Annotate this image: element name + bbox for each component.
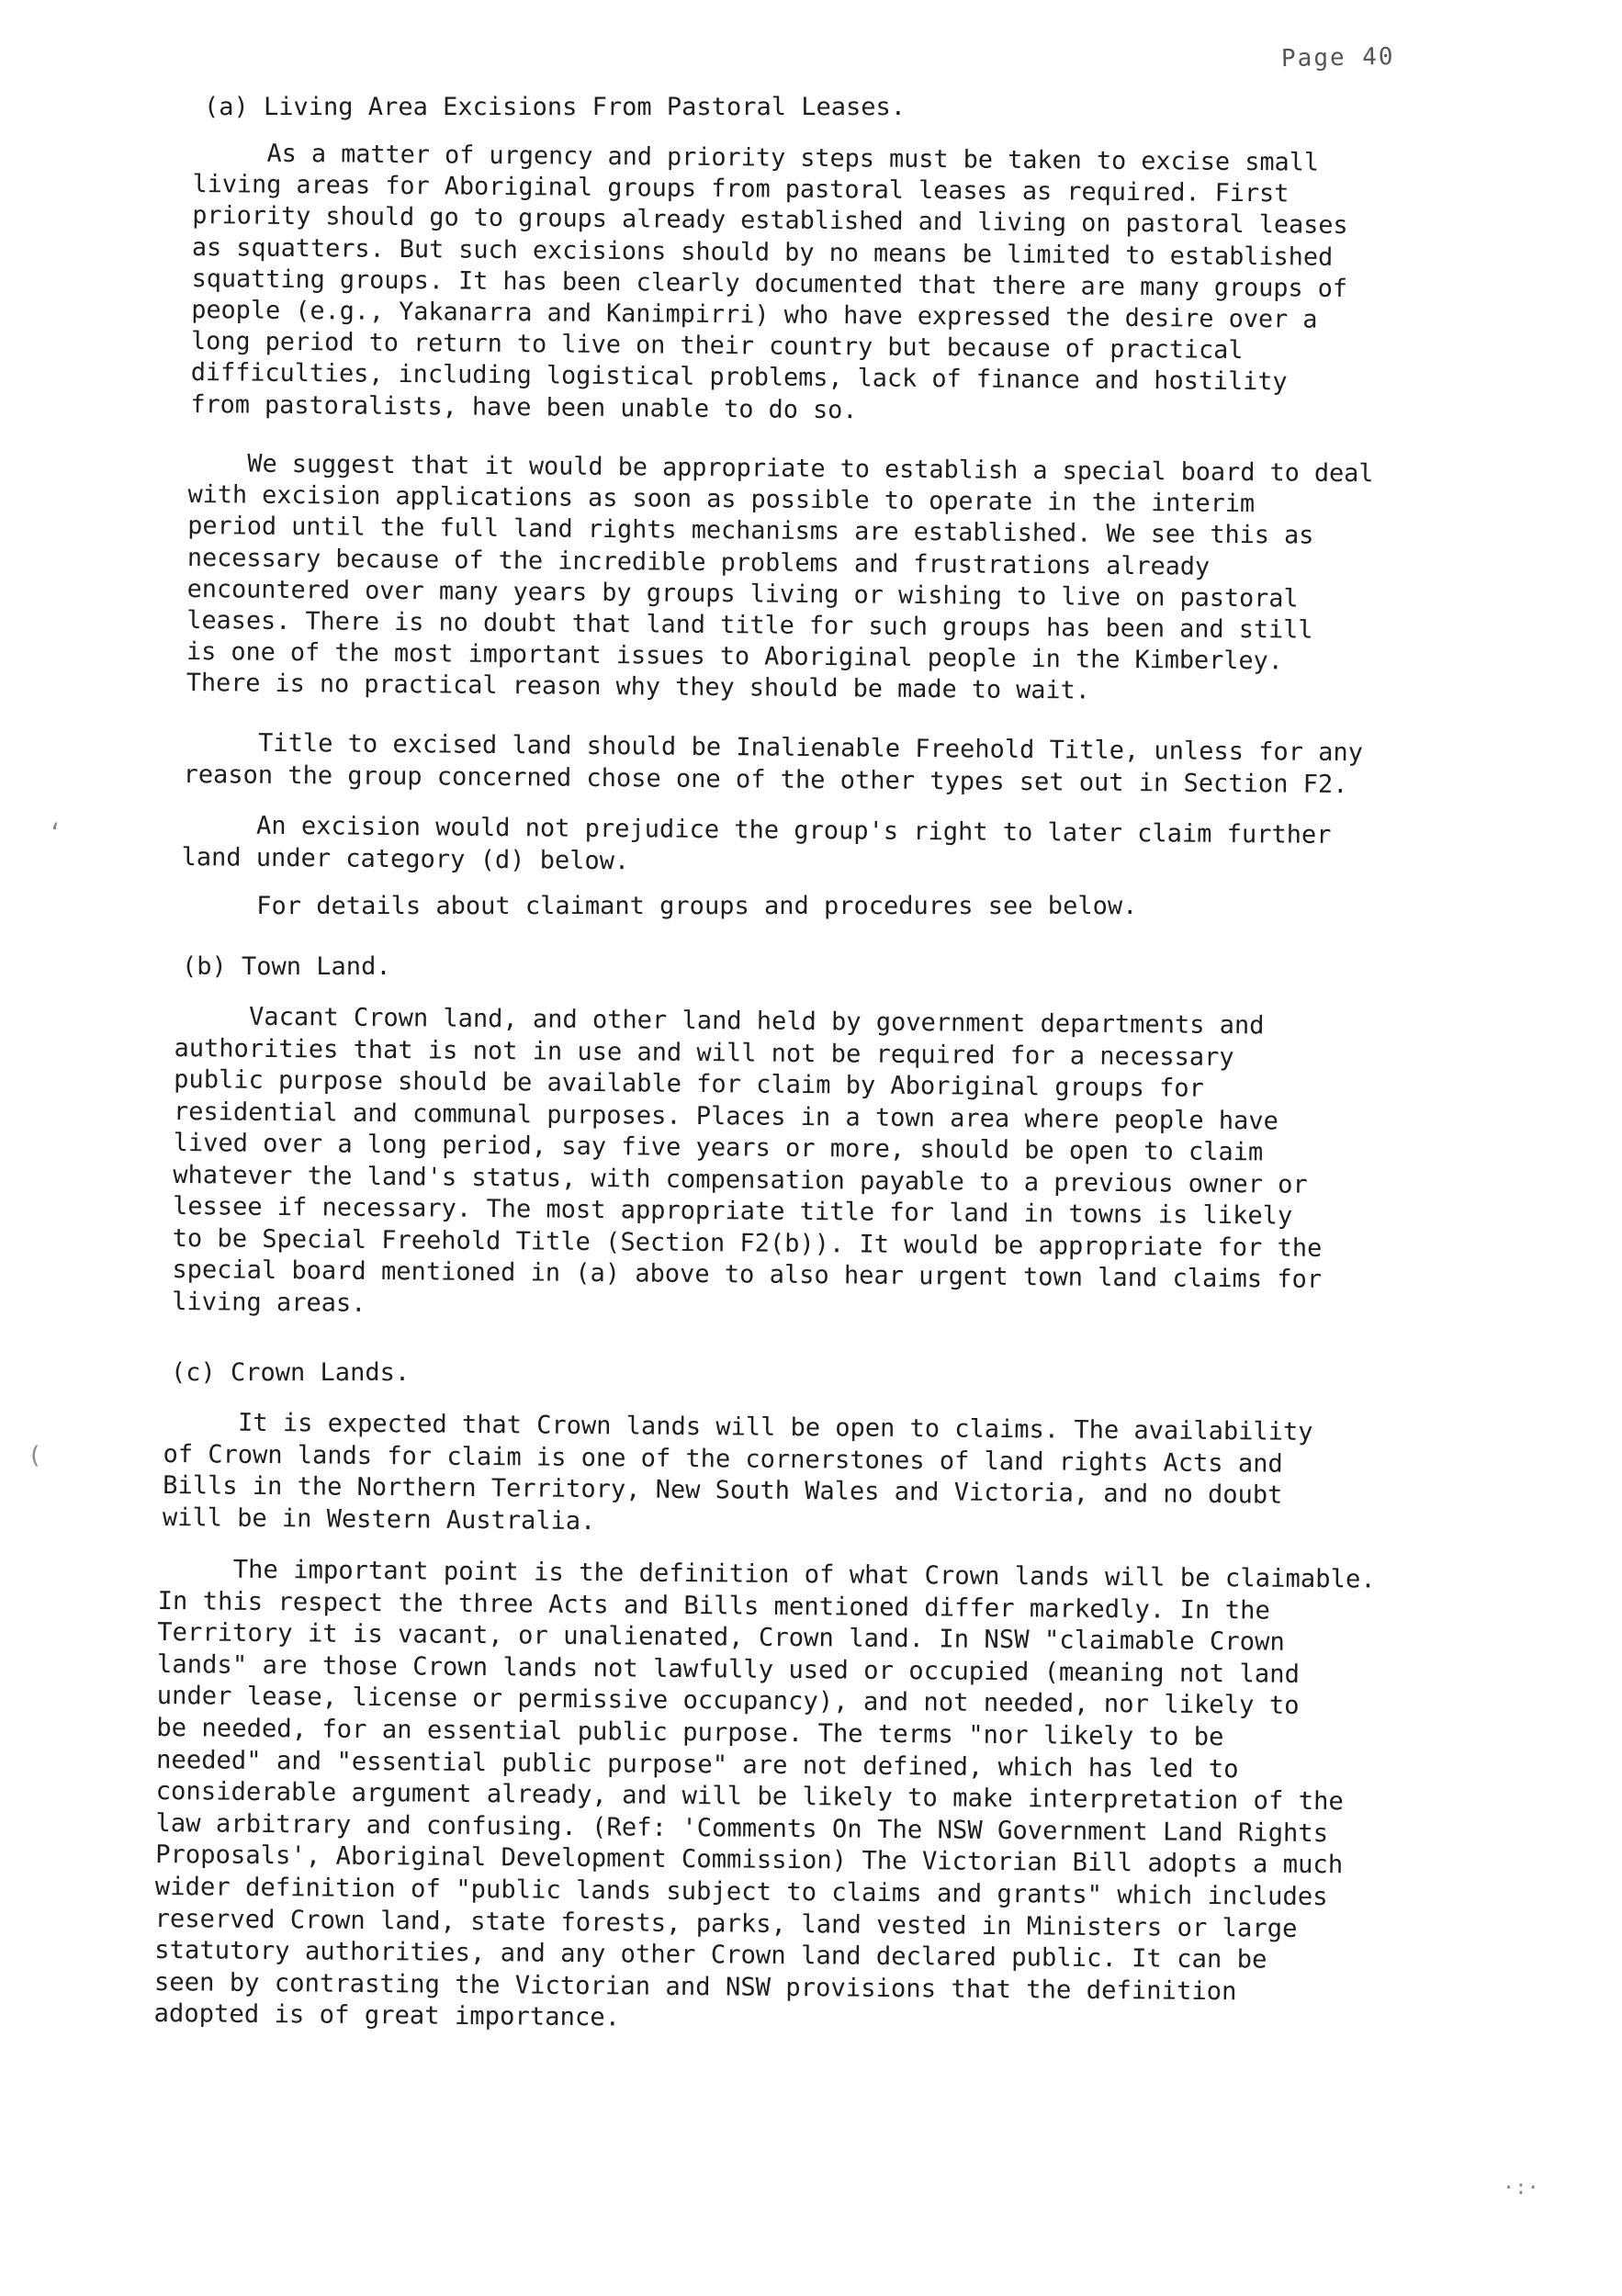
scan-speck: ·:· <box>1503 2177 1539 2200</box>
section-c-paragraph-1: It is expected that Crown lands will be open to claims. The availability of Crown lands for claim is one of the cornerstones of land rights Acts and Bills in the Northern Territory, New South Wales and Victoria, and no doubt will be in Western Australia. <box>162 1408 1313 1536</box>
section-a-paragraph-5: For details about claimant groups and procedures see below. <box>182 892 1138 920</box>
section-a-paragraph-1: As a matter of urgency and priority steps must be taken to excise small living areas for Aboriginal groups from pastoral leases as required. First priority should go to groups already established and living on pastoral leases as squatters. But such excisions should by no means be limited to established squatting groups. It has been clearly documented that there are many groups of people (e.g., Yakanarra and Kanimpirri) who have expressed the desire over a long period to return to live on their country but because of practical difficulties, including logistical problems, lack of finance and hostility from pastoralists, have been unable to do so. <box>190 138 1348 424</box>
section-c-heading: (c) Crown Lands. <box>171 1358 411 1387</box>
margin-mark-left: ‘ <box>48 819 62 847</box>
margin-mark-left-2: ( <box>28 1442 42 1469</box>
section-a-paragraph-3: Title to excised land should be Inalienable Freehold Title, unless for any reason the group concerned chose one of the other types set out in Section F2. <box>183 727 1364 799</box>
section-a-paragraph-2: We suggest that it would be appropriate to establish a special board to deal with excision applications as soon as possible to operate in the interim period until the full land rights mechanisms are established. We see this as necessary because of the incredible problems and frustrations already encountered over many years by groups living or wishing to live on pastoral leases. There is no doubt that land title for such groups has been and still is one of the most important issues to Aboriginal people in the Kimberley. There is no practical reason why they should be made to wait. <box>186 448 1374 705</box>
section-b-heading: (b) Town Land. <box>182 952 391 981</box>
section-b-paragraph-1: Vacant Crown land, and other land held by government departments and authorities that is not in use and will not be required for a necessary public purpose should be available for claim by Aboriginal groups for residential and communal purposes. Places in a town area where people have lived over a long period, say five years or more, should be open to claim whatever the land's status, with compensation payable to a previous owner or lessee if necessary. The most appropriate title for land in towns is likely to be Special Freehold Title (Section F2(b)). It would be appropriate for the special board mentioned in (a) above to also hear urgent town land claims for living areas. <box>172 1002 1323 1318</box>
page-number: Page 40 <box>1280 42 1395 73</box>
section-a-heading: (a) Living Area Excisions From Pastoral Leases. <box>204 93 907 121</box>
section-c-paragraph-2: The important point is the definition of what Crown lands will be claimable. In this respect the three Acts and Bills mentioned differ markedly. In the Territory it is vacant, or unalienated, Crown land. In NSW "claimable Crown lands" are those Crown lands not lawfully used or occupied (meaning not land under lease, license or permissive occupancy), and not needed, nor likely to be needed, for an essential public purpose. The terms "nor likely to be needed" and "essential public purpose" are not defined, which has led to considerable argument already, and will be likely to make interpretation of the law arbitrary and confusing. (Ref: 'Comments On The NSW Government Land Rights Proposals', Aboriginal Development Commission) The Victorian Bill adopts a much wider definition of "public lands subject to claims and grants" which includes reserved Crown land, state forests, parks, land vested in Ministers or large statutory authorities, and any other Crown land declared public. It can be seen by contrasting the Victorian and NSW provisions that the definition adopted is of great importance. <box>153 1555 1376 2032</box>
section-a-paragraph-4: An excision would not prejudice the group's right to later claim further land under category (d) below. <box>181 810 1332 875</box>
